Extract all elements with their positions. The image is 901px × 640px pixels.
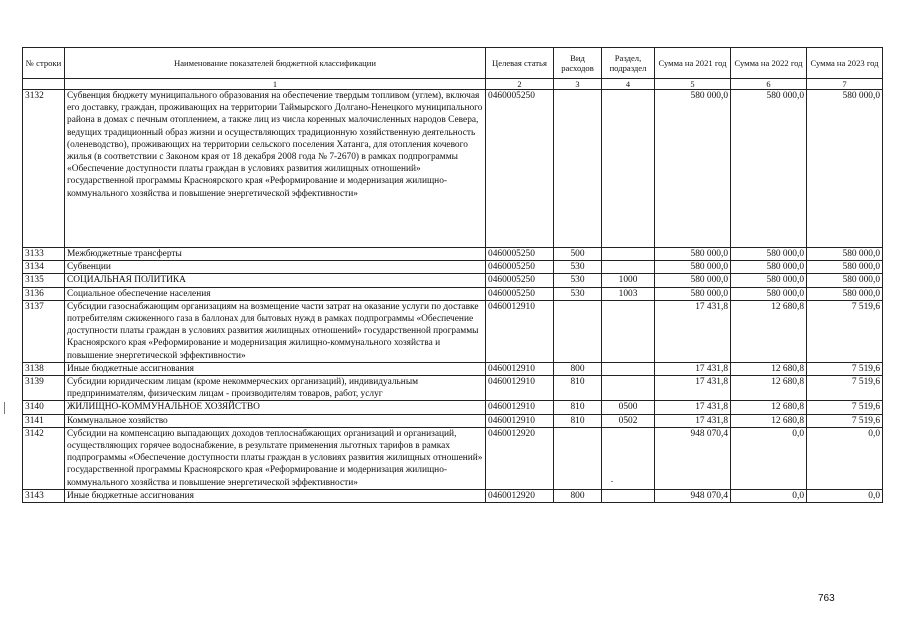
row-number: 3132 (23, 90, 65, 248)
column-number: 7 (807, 79, 883, 90)
page-number: 763 (818, 593, 835, 604)
sum-2023: 580 000,0 (807, 287, 883, 300)
sum-2021: 580 000,0 (655, 274, 731, 287)
sum-2021: 948 070,4 (655, 427, 731, 489)
expense-type: 530 (554, 287, 602, 300)
section-code (602, 376, 655, 401)
section-code: 1003 (602, 287, 655, 300)
budget-table (22, 47, 883, 503)
sum-2021: 17 431,8 (655, 401, 731, 414)
sum-2022: 12 680,8 (731, 362, 807, 375)
indicator-name: Иные бюджетные ассигнования (65, 362, 486, 375)
sum-2023: 0,0 (807, 489, 883, 502)
column-number: 3 (554, 79, 602, 90)
header-row-number: № строки (23, 48, 65, 79)
row-number: 3139 (23, 376, 65, 401)
row-number: 3140 (23, 401, 65, 414)
target-article: 0460005250 (486, 248, 554, 261)
target-article: 0460012910 (486, 376, 554, 401)
target-article: 0460012910 (486, 401, 554, 414)
sum-2021: 580 000,0 (655, 287, 731, 300)
sum-2023: 580 000,0 (807, 248, 883, 261)
sum-2023: 580 000,0 (807, 261, 883, 274)
header-row (23, 48, 883, 79)
table-row (23, 427, 883, 489)
section-code: 1000 (602, 274, 655, 287)
indicator-name: Межбюджетные трансферты (65, 248, 486, 261)
sum-2023: 7 519,6 (807, 414, 883, 427)
target-article: 0460012910 (486, 300, 554, 362)
budget-document (22, 47, 880, 503)
table-row (23, 287, 883, 300)
target-article: 0460005250 (486, 287, 554, 300)
section-code (602, 300, 655, 362)
section-code (602, 427, 655, 489)
expense-type: 800 (554, 489, 602, 502)
row-number: 3133 (23, 248, 65, 261)
table-row (23, 274, 883, 287)
header-sum-2022: Сумма на 2022 год (731, 48, 807, 79)
sum-2022: 580 000,0 (731, 287, 807, 300)
expense-type (554, 90, 602, 248)
column-number: 1 (65, 79, 486, 90)
row-number: 3134 (23, 261, 65, 274)
indicator-name: Иные бюджетные ассигнования (65, 489, 486, 502)
header-indicator-name: Наименование показателей бюджетной классификации (65, 48, 486, 79)
expense-type: 810 (554, 376, 602, 401)
expense-type: 530 (554, 274, 602, 287)
sum-2022: 12 680,8 (731, 401, 807, 414)
expense-type: 800 (554, 362, 602, 375)
sum-2022: 580 000,0 (731, 248, 807, 261)
sum-2023: 0,0 (807, 427, 883, 489)
header-section: Раздел, подраздел (602, 48, 655, 79)
table-row (23, 414, 883, 427)
header-sum-2023: Сумма на 2023 год (807, 48, 883, 79)
row-number: 3141 (23, 414, 65, 427)
row-number: 3136 (23, 287, 65, 300)
expense-type: 810 (554, 414, 602, 427)
sum-2022: 0,0 (731, 489, 807, 502)
section-code (602, 248, 655, 261)
section-code (602, 362, 655, 375)
row-number: 3143 (23, 489, 65, 502)
indicator-name: Субсидии газоснабжающим организациям на возмещение части затрат на оказание услуги по доставке потребителям сжиженного газа в баллонах для бытовых нужд в рамках подпрограммы «Обеспечение доступности платы граждан в условиях развития жилищных отношений» государственной программы Красноярского края «Реформирование и модернизация жилищно-коммунального хозяйства и повышение энергетической эффективности» (65, 300, 486, 362)
section-code: 0500 (602, 401, 655, 414)
sum-2022: 12 680,8 (731, 376, 807, 401)
target-article: 0460005250 (486, 274, 554, 287)
table-row (23, 248, 883, 261)
row-number: 3135 (23, 274, 65, 287)
scan-artifact-dot (611, 481, 613, 482)
indicator-name: Субсидии юридическим лицам (кроме некоммерческих организаций), индивидуальным предпринимателям, физическим лицам - производителям товаров, работ, услуг (65, 376, 486, 401)
sum-2021: 17 431,8 (655, 362, 731, 375)
indicator-name: Коммунальное хозяйство (65, 414, 486, 427)
table-row (23, 90, 883, 248)
sum-2021: 17 431,8 (655, 376, 731, 401)
sum-2022: 12 680,8 (731, 414, 807, 427)
section-code: 0502 (602, 414, 655, 427)
sum-2022: 0,0 (731, 427, 807, 489)
column-number: 4 (602, 79, 655, 90)
column-number: 5 (655, 79, 731, 90)
expense-type: 810 (554, 401, 602, 414)
table-row (23, 261, 883, 274)
sum-2023: 580 000,0 (807, 90, 883, 248)
sum-2021: 948 070,4 (655, 489, 731, 502)
indicator-name: Субвенция бюджету муниципального образования на обеспечение твердым топливом (углем), включая его доставку, граждан, проживающих на территории Таймырского Долгано-Ненецкого муниципального района в домах с печным отоплением, а также лиц из числа коренных малочисленных народов Севера, ведущих традиционный образ жизни и осуществляющих традиционную хозяйственную деятельность (оленеводство), проживающих на территории сельского поселения Хатанга, для отопления кочевого жилья (в соответствии с Законом края от 18 декабря 2008 года № 7-2670) в рамках подпрограммы «Обеспечение доступности платы граждан в условиях развития жилищных отношений» государственной программы Красноярского края «Реформирование и модернизация жилищно-коммунального хозяйства и повышение энергетической эффективности» (65, 90, 486, 248)
target-article: 0460012920 (486, 489, 554, 502)
expense-type (554, 300, 602, 362)
table-row (23, 376, 883, 401)
column-number (23, 79, 65, 90)
sum-2022: 12 680,8 (731, 300, 807, 362)
row-number: 3142 (23, 427, 65, 489)
scan-artifact-line (4, 402, 5, 414)
expense-type: 500 (554, 248, 602, 261)
sum-2023: 7 519,6 (807, 401, 883, 414)
target-article: 0460005250 (486, 261, 554, 274)
header-expense-type: Вид расходов (554, 48, 602, 79)
row-number: 3137 (23, 300, 65, 362)
indicator-name: Социальное обеспечение населения (65, 287, 486, 300)
indicator-name: Субвенции (65, 261, 486, 274)
indicator-name: ЖИЛИЩНО-КОММУНАЛЬНОЕ ХОЗЯЙСТВО (65, 401, 486, 414)
target-article: 0460012910 (486, 362, 554, 375)
section-code (602, 90, 655, 248)
sum-2023: 580 000,0 (807, 274, 883, 287)
indicator-name: Субсидии на компенсацию выпадающих доходов теплоснабжающих организаций и организаций, осуществляющих горячее водоснабжение, в результате применения льготных тарифов в рамках подпрограммы «Обеспечение доступности платы граждан в условиях развития жилищных отношений» государственной программы Красноярского края «Реформирование и модернизация жилищно-коммунального хозяйства и повышение энергетической эффективности» (65, 427, 486, 489)
sum-2022: 580 000,0 (731, 261, 807, 274)
column-number-row (23, 79, 883, 90)
sum-2023: 7 519,6 (807, 362, 883, 375)
table-row (23, 489, 883, 502)
column-number: 2 (486, 79, 554, 90)
sum-2021: 580 000,0 (655, 90, 731, 248)
header-target-article: Целевая статья (486, 48, 554, 79)
sum-2022: 580 000,0 (731, 90, 807, 248)
section-code (602, 489, 655, 502)
section-code (602, 261, 655, 274)
header-sum-2021: Сумма на 2021 год (655, 48, 731, 79)
sum-2021: 580 000,0 (655, 248, 731, 261)
target-article: 0460005250 (486, 90, 554, 248)
table-row (23, 362, 883, 375)
sum-2021: 580 000,0 (655, 261, 731, 274)
table-row (23, 401, 883, 414)
expense-type: 530 (554, 261, 602, 274)
expense-type (554, 427, 602, 489)
target-article: 0460012920 (486, 427, 554, 489)
sum-2021: 17 431,8 (655, 300, 731, 362)
row-number: 3138 (23, 362, 65, 375)
sum-2023: 7 519,6 (807, 376, 883, 401)
table-row (23, 300, 883, 362)
indicator-name: СОЦИАЛЬНАЯ ПОЛИТИКА (65, 274, 486, 287)
target-article: 0460012910 (486, 414, 554, 427)
sum-2023: 7 519,6 (807, 300, 883, 362)
sum-2021: 17 431,8 (655, 414, 731, 427)
column-number: 6 (731, 79, 807, 90)
sum-2022: 580 000,0 (731, 274, 807, 287)
